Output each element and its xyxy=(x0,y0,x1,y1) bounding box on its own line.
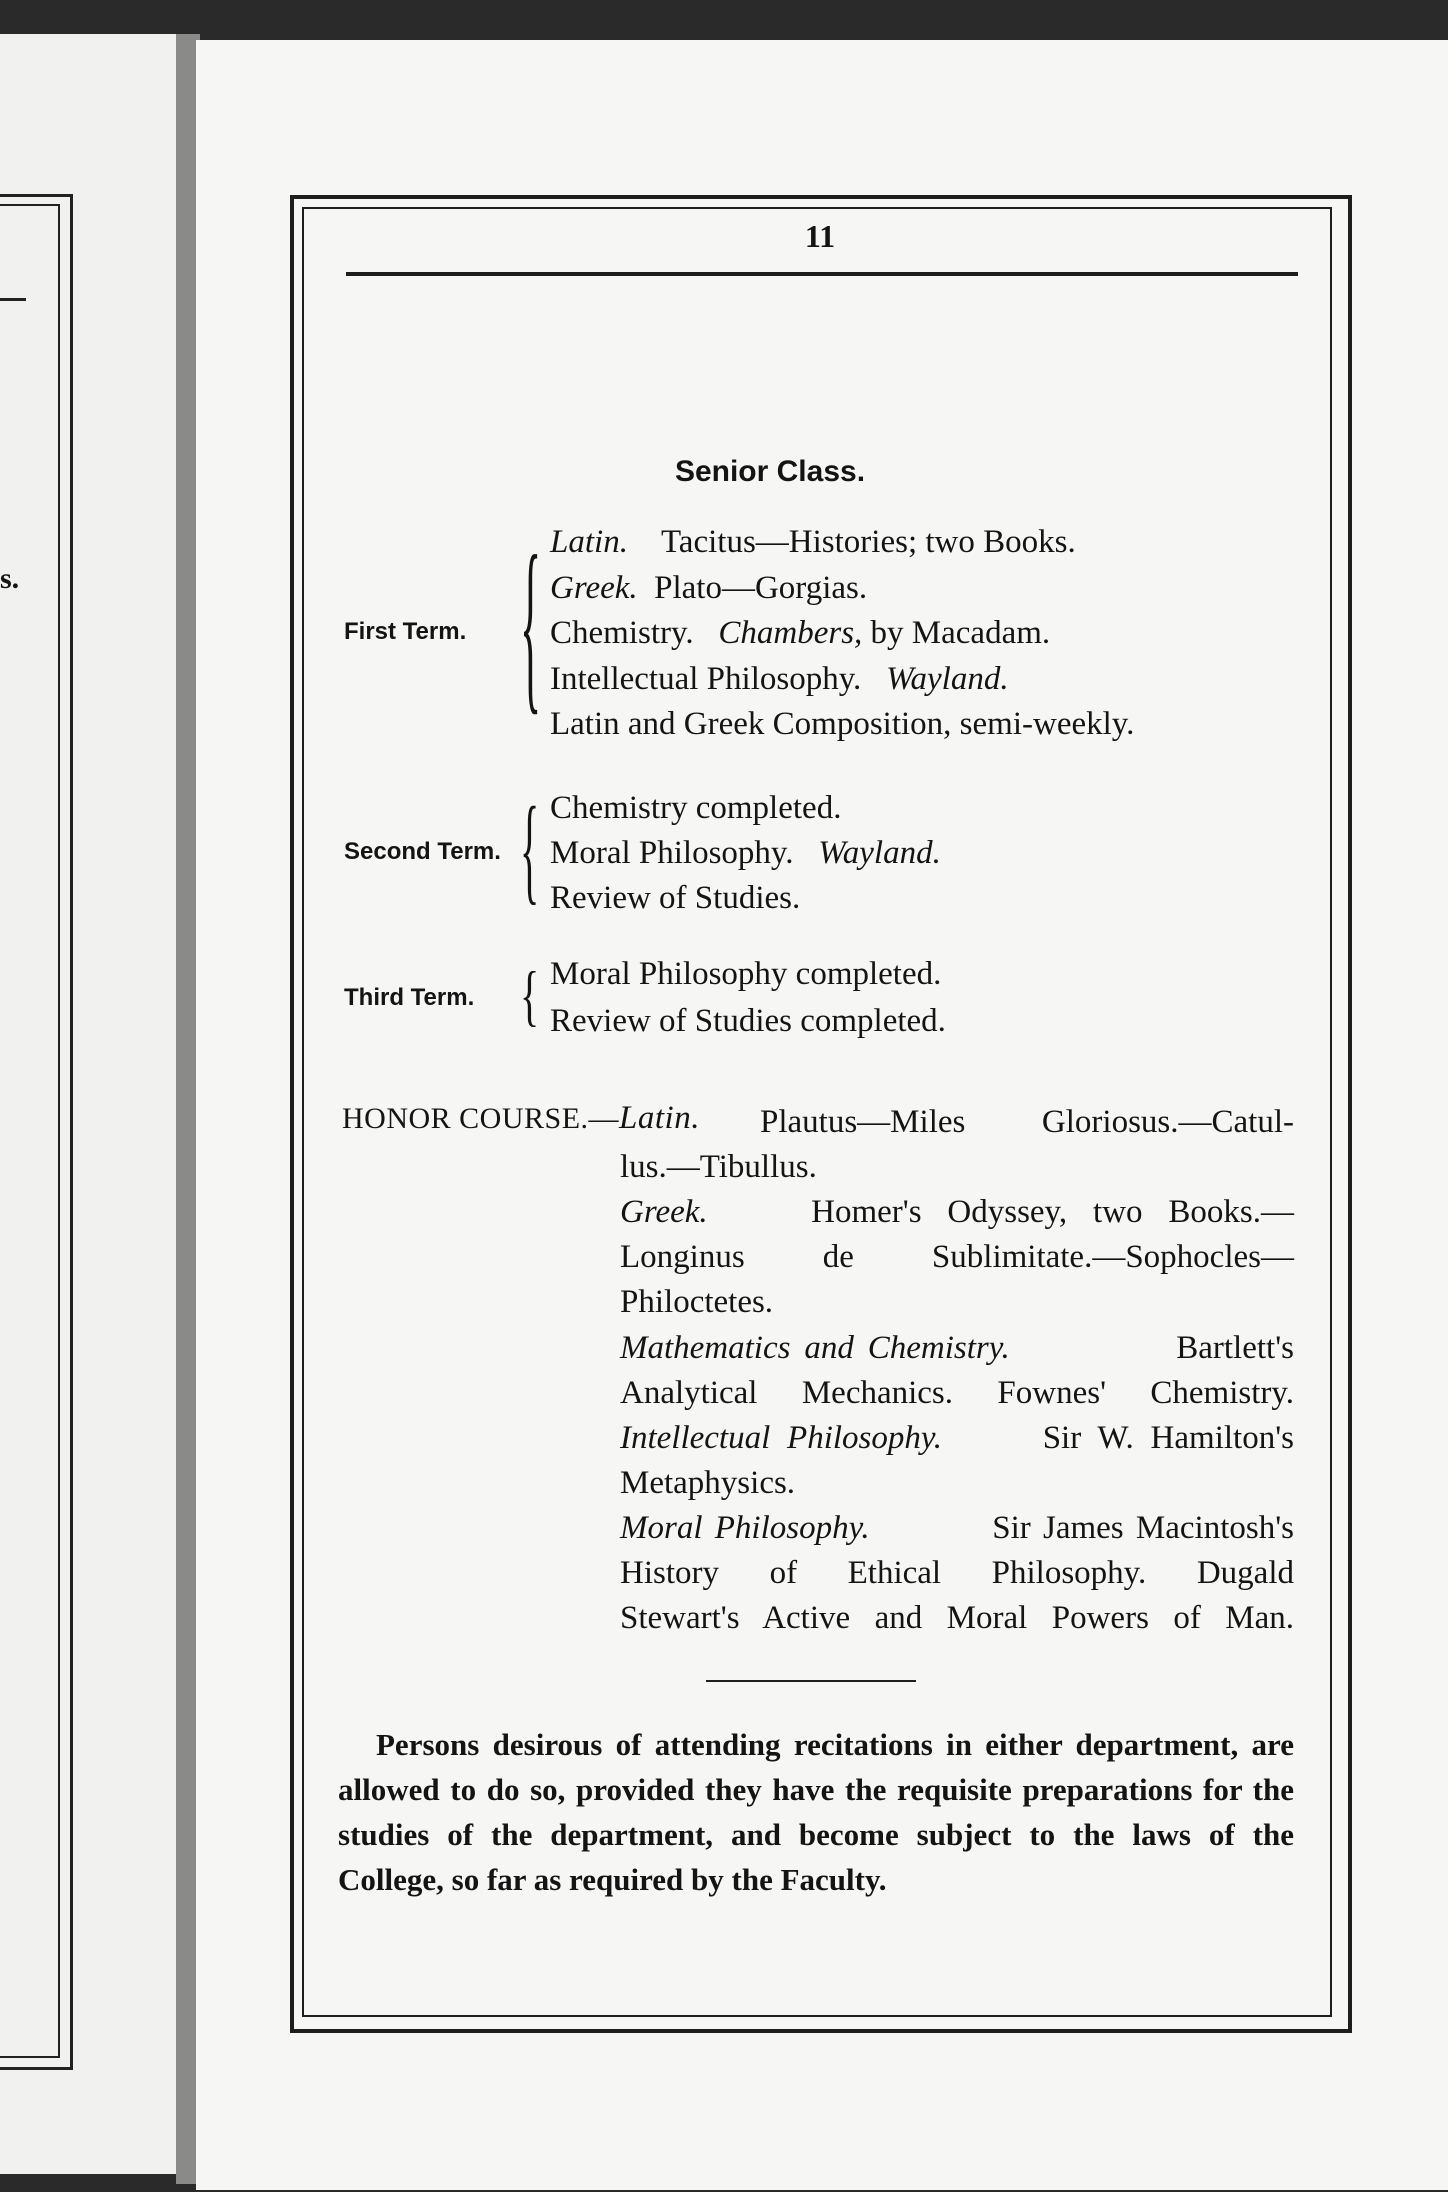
attendance-note: Persons desirous of attending recitations in either department, are allowed to do so, provided they have the requisite preparations for the studies of the department, and become subject to the laws of the College, so far as required by the Faculty. xyxy=(338,1727,1294,1897)
course-line xyxy=(550,661,1009,698)
course-line xyxy=(550,615,1050,652)
term-label-first: First Term. xyxy=(344,618,467,645)
term-label-third: Third Term. xyxy=(344,984,475,1011)
course-text: Intellectual Philosophy. xyxy=(550,661,862,697)
honor-line: Philoctetes. xyxy=(620,1284,774,1320)
course-text: Chemistry completed. xyxy=(550,790,842,826)
course-line xyxy=(550,880,800,917)
left-page-text-fragment: s. xyxy=(0,562,20,595)
honor-line: Plautus—Miles Gloriosus.—Catul- xyxy=(760,1104,1294,1140)
course-text: Latin and Greek Composition, semi-weekly. xyxy=(550,706,1135,742)
class-heading: Senior Class. xyxy=(674,455,866,488)
course-text: Chemistry. xyxy=(550,615,694,651)
term-brace-first: { xyxy=(520,516,542,733)
honor-line-first xyxy=(620,1416,1294,1461)
term-brace-second: { xyxy=(520,781,540,916)
course-line xyxy=(550,835,941,872)
honor-line: lus.—Tibullus. xyxy=(620,1149,817,1185)
section-divider xyxy=(706,1680,916,1682)
course-text: Tacitus—Histories; two Books. xyxy=(660,524,1076,560)
honor-line: Metaphysics. xyxy=(620,1465,796,1501)
honor-entry-latin xyxy=(760,1100,1294,1145)
course-text: Review of Studies. xyxy=(550,880,801,916)
course-text: Moral Philosophy completed. xyxy=(550,956,942,992)
honor-line: Analytical Mechanics. Fownes' Chemistry. xyxy=(620,1375,1294,1411)
honor-subject: Greek. xyxy=(620,1194,708,1230)
honor-line: Bartlett's xyxy=(1176,1330,1294,1366)
honor-entry-moral xyxy=(620,1506,1294,1641)
course-line xyxy=(550,524,1076,561)
honor-course-label xyxy=(342,1100,700,1137)
honor-line: Stewart's Active and Moral Powers of Man. xyxy=(620,1600,1294,1636)
honor-line-first xyxy=(620,1190,1294,1235)
course-line xyxy=(550,956,941,993)
header-rule xyxy=(346,272,1298,276)
term-brace-third: { xyxy=(520,956,540,1034)
course-text: Plato—Gorgias. xyxy=(654,570,868,606)
honor-subject: Moral Philosophy. xyxy=(620,1510,870,1546)
honor-line: Sir W. Hamilton's xyxy=(1042,1420,1294,1456)
honor-subject: Mathematics and Chemistry. xyxy=(620,1330,1010,1366)
course-text: Moral Philosophy. xyxy=(550,835,794,871)
honor-line: History of Ethical Philosophy. Dugald xyxy=(620,1555,1294,1591)
left-page-rule xyxy=(0,298,26,301)
page-number: 11 xyxy=(804,218,836,254)
honor-subject: Intellectual Philosophy. xyxy=(620,1420,942,1456)
course-text: Review of Studies completed. xyxy=(550,1003,946,1039)
honor-line: Homer's Odyssey, two Books.— xyxy=(811,1194,1294,1230)
course-author: Wayland. xyxy=(818,835,941,871)
course-subject: Latin. xyxy=(550,524,628,560)
course-line xyxy=(550,570,867,607)
course-author: Wayland. xyxy=(886,661,1009,697)
course-author: Chambers, xyxy=(718,615,863,651)
left-page xyxy=(0,34,180,2174)
honor-line: Longinus de Sublimitate.—Sophocles— xyxy=(620,1239,1294,1275)
honor-line-first xyxy=(620,1326,1294,1371)
term-label-second: Second Term. xyxy=(344,838,501,865)
honor-entry-greek xyxy=(620,1190,1294,1325)
course-line xyxy=(550,706,1134,743)
honor-course-label-text: HONOR COURSE.— xyxy=(342,1102,620,1135)
course-line xyxy=(550,1003,946,1040)
honor-entry-intellectual xyxy=(620,1416,1294,1506)
honor-subject: Latin. xyxy=(619,1100,700,1136)
course-subject: Greek. xyxy=(550,570,638,606)
honor-line: Sir James Macintosh's xyxy=(992,1510,1295,1546)
honor-entry-mathematics xyxy=(620,1326,1294,1416)
course-line xyxy=(550,790,841,827)
honor-line-first xyxy=(620,1506,1294,1551)
left-page-border-inner xyxy=(0,204,60,2058)
honor-entry-latin-cont xyxy=(620,1145,1294,1190)
course-text-suffix: by Macadam. xyxy=(870,615,1051,651)
